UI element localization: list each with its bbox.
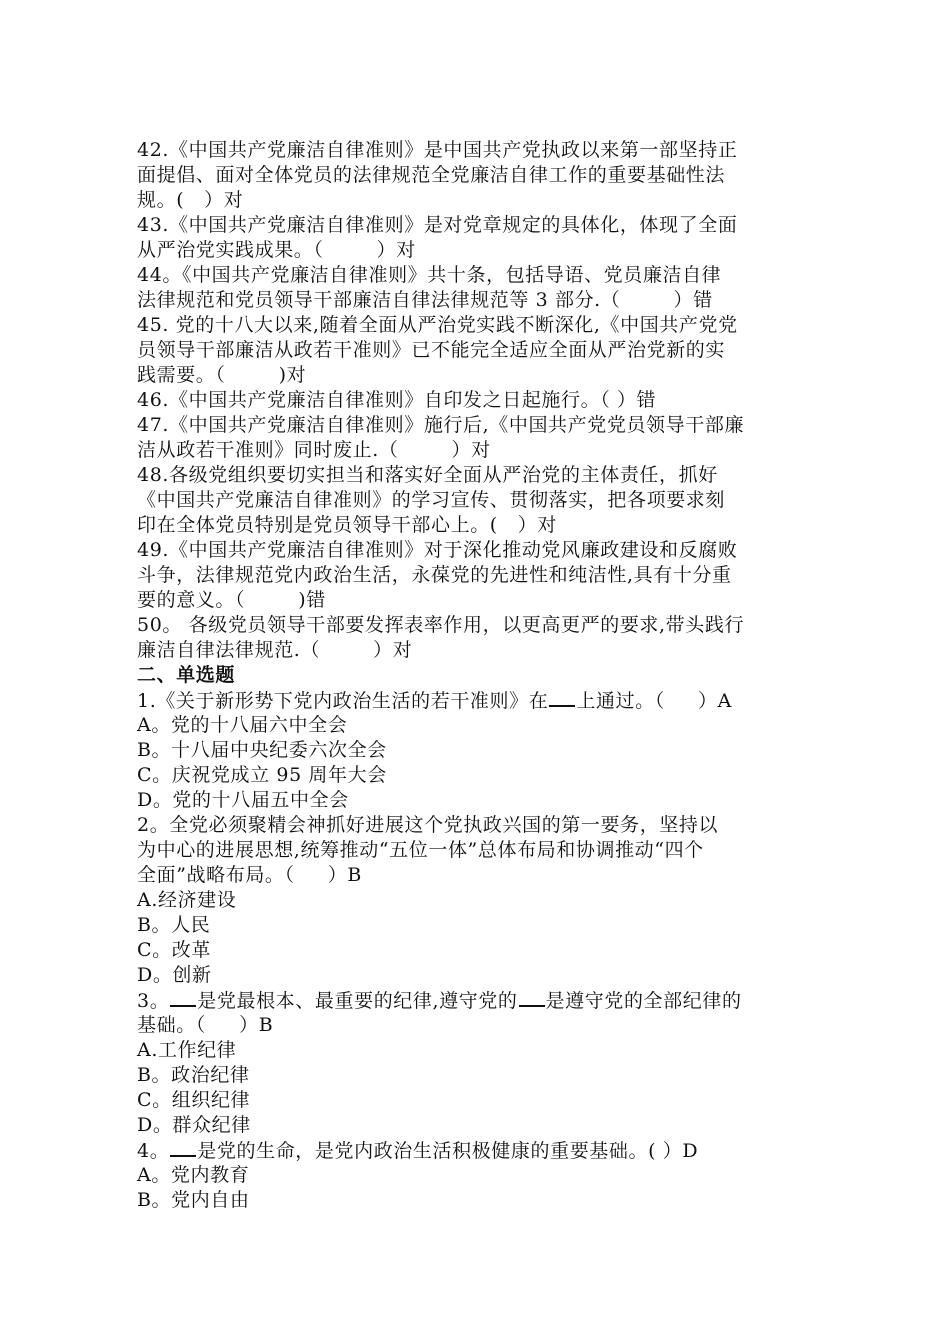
- text-line: 从严治党实践成果。（ ）对: [137, 239, 416, 261]
- option-line: B。政治纪律: [137, 1064, 250, 1086]
- text-line: 洁从政若干准则》同时废止.（ ）对: [137, 439, 491, 461]
- question-text: 1.《关于新形势下党内政治生活的若干准则》在: [137, 690, 549, 712]
- text-line: 43.《中国共产党廉洁自律准则》是对党章规定的具体化，体现了全面: [137, 214, 738, 236]
- text-line: 斗争，法律规范党内政治生活，永葆党的先进性和纯洁性,具有十分重: [137, 564, 732, 586]
- text-line: 廉洁自律法律规范.（ ）对: [137, 639, 413, 661]
- text-line: 规。( ）对: [137, 189, 244, 211]
- text-line: 45. 党的十八大以来,随着全面从严治党实践不断深化,《中国共产党党: [137, 314, 738, 336]
- text-line: 49.《中国共产党廉洁自律准则》对于深化推动党风廉政建设和反腐败: [137, 539, 738, 561]
- option-line: B。人民: [137, 914, 211, 936]
- question-2-line: 全面”战略布局。（ ）B: [137, 864, 362, 886]
- answer-blank: [170, 988, 196, 1007]
- answer-blank: [170, 1138, 196, 1157]
- text-line: 践需要。（ )对: [137, 364, 307, 386]
- answer-blank: [549, 688, 575, 707]
- question-text: 是党的生命，是党内政治生活积极健康的重要基础。( ）D: [197, 1140, 699, 1162]
- section-heading: 二、单选题: [137, 664, 236, 686]
- option-line: D。创新: [137, 964, 212, 986]
- text-line: 印在全体党员特别是党员领导干部心上。( ）对: [137, 514, 557, 536]
- question-text: 是党最根本、最重要的纪律,遵守党的: [197, 990, 518, 1012]
- question-2-line: 2。全党必须聚精会神抓好进展这个党执政兴国的第一要务，坚持以: [137, 814, 719, 836]
- option-line: B。十八届中央纪委六次全会: [137, 739, 387, 761]
- option-line: D。群众纪律: [137, 1114, 251, 1136]
- text-line: 47.《中国共产党廉洁自律准则》施行后,《中国共产党党员领导干部廉: [137, 414, 745, 436]
- option-line: C。组织纪律: [137, 1089, 251, 1111]
- question-1: [137, 688, 829, 713]
- option-line: C。庆祝党成立 95 周年大会: [137, 764, 387, 786]
- question-3-line: 基础。（ ）B: [137, 1014, 274, 1036]
- text-line: 员领导干部廉洁从政若干准则》已不能完全适应全面从严治党新的实: [137, 339, 726, 361]
- question-2-line: 为中心的进展思想,统筹推动“五位一体”总体布局和协调推动“四个: [137, 839, 704, 861]
- text-line: 46.《中国共产党廉洁自律准则》自印发之日起施行。（ ）错: [137, 389, 657, 411]
- question-text: 是遵守党的全部纪律的: [545, 990, 742, 1012]
- answer-blank: [519, 988, 545, 1007]
- question-3: [137, 988, 829, 1013]
- text-line: 要的意义。（ )错: [137, 589, 326, 611]
- option-line: A。党内教育: [137, 1164, 250, 1186]
- question-text: 4。: [137, 1140, 170, 1162]
- text-line: 48.各级党组织要切实担当和落实好全面从严治党的主体责任，抓好: [137, 464, 718, 486]
- option-line: C。改革: [137, 939, 211, 961]
- question-text: 上通过。（ ）A: [576, 690, 732, 712]
- text-line: 42.《中国共产党廉洁自律准则》是中国共产党执政以来第一部坚持正: [137, 139, 738, 161]
- text-line: 44。《中国共产党廉洁自律准则》共十条，包括导语、党员廉洁自律: [137, 264, 722, 286]
- option-line: D。党的十八届五中全会: [137, 789, 349, 811]
- option-line: A.经济建设: [137, 889, 237, 911]
- document-page: [137, 138, 829, 1213]
- question-text: 3。: [137, 990, 170, 1012]
- question-4: [137, 1138, 829, 1163]
- text-line: 《中国共产党廉洁自律准则》的学习宣传、贯彻落实，把各项要求刻: [137, 489, 726, 511]
- option-line: A.工作纪律: [137, 1039, 237, 1061]
- text-line: 面提倡、面对全体党员的法律规范全党廉洁自律工作的重要基础性法: [137, 164, 726, 186]
- option-line: A。党的十八届六中全会: [137, 714, 348, 736]
- text-line: 50。 各级党员领导干部要发挥表率作用，以更高更严的要求,带头践行: [137, 614, 745, 636]
- text-line: 法律规范和党员领导干部廉洁自律法律规范等 3 部分.（ ）错: [137, 289, 713, 311]
- option-line: B。党内自由: [137, 1189, 250, 1211]
